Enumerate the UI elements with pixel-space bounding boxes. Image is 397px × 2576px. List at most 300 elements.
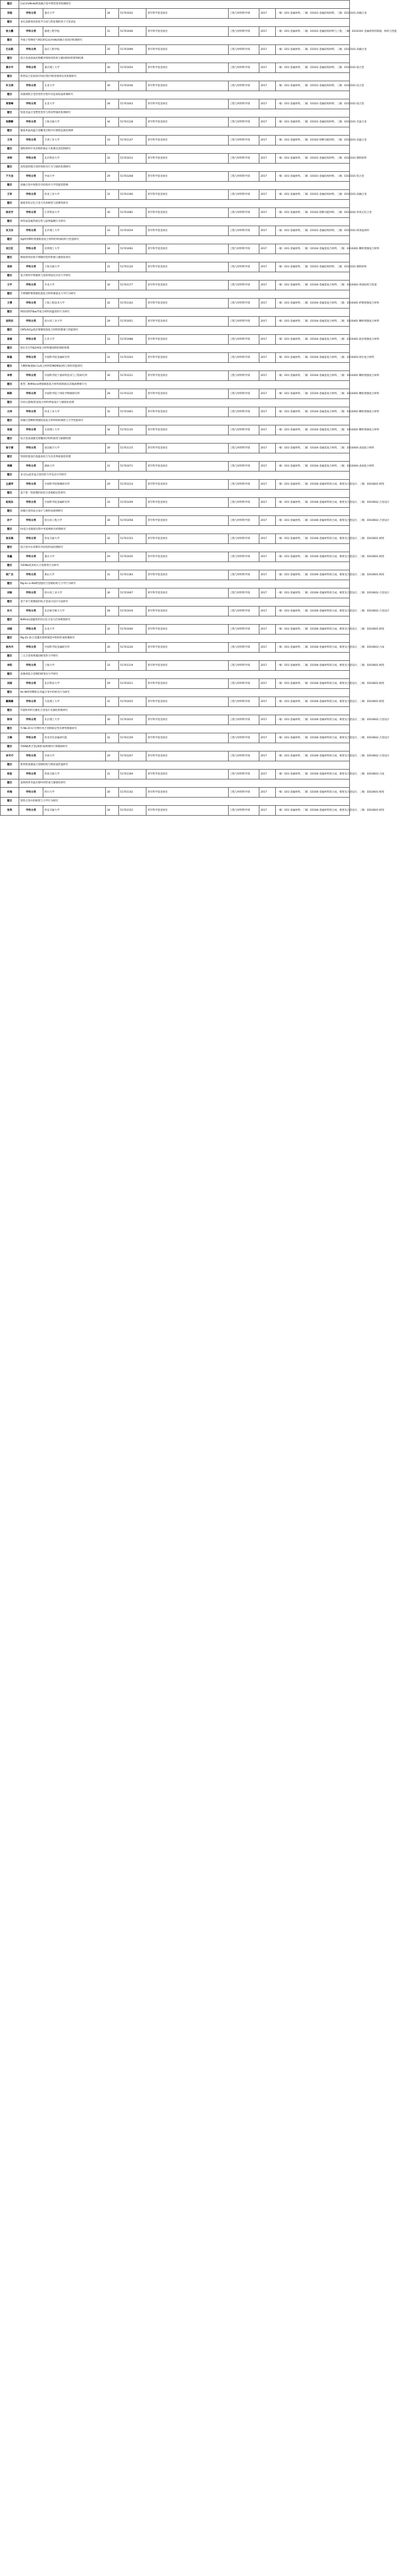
grant-year: 2017 bbox=[259, 280, 276, 290]
field-label: 学科分类 bbox=[19, 335, 43, 345]
fund-type: 青年科学基金项目 bbox=[146, 262, 229, 272]
grant-year: 2017 bbox=[259, 190, 276, 200]
fund-type: 青年科学基金项目 bbox=[146, 244, 229, 254]
classification: 一级：E01-金属材料，二级：E0101-金属结构材料与工程，三级：E010101-金属材料的制备，组织与性能 bbox=[276, 27, 350, 37]
grant-year: 2017 bbox=[259, 788, 276, 798]
project-title: 典型钛合金加热/冷却过程中相变规律及其机理研究 bbox=[19, 73, 350, 81]
institution: 中国科学院金属研究所 bbox=[43, 353, 106, 363]
grant-year: 2017 bbox=[259, 534, 276, 544]
table-row-info bbox=[1, 806, 350, 816]
table-row-title bbox=[1, 127, 350, 136]
table-row-info bbox=[1, 81, 350, 91]
department: 工程与材料科学部 bbox=[229, 751, 259, 761]
title-label: 题目 bbox=[1, 779, 19, 788]
applicant-age: 32 bbox=[106, 154, 119, 164]
fund-type: 青年科学基金项目 bbox=[146, 208, 229, 218]
applicant-name: 王梅 bbox=[1, 733, 19, 743]
project-code: 51701142 bbox=[119, 788, 146, 798]
department: 工程与材料科学部 bbox=[229, 335, 259, 345]
table-row-title bbox=[1, 580, 350, 588]
institution: 大连理工大学 bbox=[43, 697, 106, 707]
institution: 中南大学 bbox=[43, 172, 106, 182]
field-label: 学科分类 bbox=[19, 625, 43, 635]
fund-type: 青年科学基金项目 bbox=[146, 516, 229, 526]
title-label: 题目 bbox=[1, 164, 19, 172]
grant-year: 2017 bbox=[259, 425, 276, 435]
fund-type: 青年科学基金项目 bbox=[146, 154, 229, 164]
classification: 一级：E01-金属材料，二级：E0106-金属材料的合成、相变及合金设计，三级：E010603-合成 bbox=[276, 643, 350, 653]
project-code: 51701099 bbox=[119, 45, 146, 55]
department: 工程与材料科学部 bbox=[229, 788, 259, 798]
department: 工程与材料科学部 bbox=[229, 770, 259, 779]
fund-type: 青年科学基金项目 bbox=[146, 117, 229, 127]
grant-year: 2017 bbox=[259, 317, 276, 327]
institution: 江苏大学 bbox=[43, 335, 106, 345]
table-row-title bbox=[1, 399, 350, 407]
applicant-name: 孙宁 bbox=[1, 516, 19, 526]
project-code: 51701135 bbox=[119, 425, 146, 435]
fund-type: 青年科学基金项目 bbox=[146, 99, 229, 109]
title-label: 题目 bbox=[1, 761, 19, 770]
field-label: 学科分类 bbox=[19, 715, 43, 725]
field-label: 学科分类 bbox=[19, 299, 43, 308]
table-row-title bbox=[1, 363, 350, 371]
institution: 河北工业大学 bbox=[43, 407, 106, 417]
table-row-info bbox=[1, 63, 350, 73]
project-title: 高熵合金中短程有序结构对力学性能的影响 bbox=[19, 182, 350, 190]
applicant-name: 姜丽 bbox=[1, 335, 19, 345]
title-label: 题目 bbox=[1, 19, 19, 27]
grant-year: 2017 bbox=[259, 99, 276, 109]
field-label: 学科分类 bbox=[19, 226, 43, 236]
applicant-age: 30 bbox=[106, 516, 119, 526]
department: 工程与材料科学部 bbox=[229, 244, 259, 254]
department: 工程与材料科学部 bbox=[229, 117, 259, 127]
title-label: 题目 bbox=[1, 91, 19, 99]
project-title: NiMnGa基磁性形状记忆合金马氏体相变研究 bbox=[19, 616, 350, 625]
fund-type: 青年科学基金项目 bbox=[146, 643, 229, 653]
table-row-info bbox=[1, 516, 350, 526]
applicant-name: 何海 bbox=[1, 788, 19, 798]
project-code: 51701214 bbox=[119, 480, 146, 490]
table-row-title bbox=[1, 707, 350, 715]
grant-year: 2017 bbox=[259, 733, 276, 743]
project-title: 网状结构TiBw/Ti复合材料高温变形行为研究 bbox=[19, 308, 350, 317]
department: 工程与材料科学部 bbox=[229, 715, 259, 725]
table-row-info bbox=[1, 444, 350, 453]
applicant-name: 侯丹丹 bbox=[1, 643, 19, 653]
project-title: 钒铁合金中的相变与力学行为研究 bbox=[19, 798, 350, 806]
classification: 一级：E01-金属材料，二级：E0104-金属基复合材料，三级：E010401-颗粒增强复合材料 bbox=[276, 425, 350, 435]
project-code: 51701032 bbox=[119, 9, 146, 19]
table-row-title bbox=[1, 73, 350, 81]
project-title: 铜基形状记忆合金马氏体相变与超弹性研究 bbox=[19, 200, 350, 208]
applicant-name: 于天龙 bbox=[1, 172, 19, 182]
table-row-title bbox=[1, 453, 350, 462]
title-label: 题目 bbox=[1, 236, 19, 244]
institution: 昆明理工大学 bbox=[43, 244, 106, 254]
applicant-name: 刘晓 bbox=[1, 625, 19, 635]
applicant-name: 周腾 bbox=[1, 462, 19, 472]
table-body bbox=[1, 1, 397, 816]
field-label: 学科分类 bbox=[19, 136, 43, 145]
table-row-title bbox=[1, 200, 350, 208]
fund-type: 青年科学基金项目 bbox=[146, 444, 229, 453]
field-label: 学科分类 bbox=[19, 9, 43, 19]
applicant-age: 30 bbox=[106, 280, 119, 290]
applicant-age: 30 bbox=[106, 208, 119, 218]
table-row-title bbox=[1, 472, 350, 480]
fund-type: 青年科学基金项目 bbox=[146, 335, 229, 345]
institution: 西安交通大学 bbox=[43, 534, 106, 544]
field-label: 学科分类 bbox=[19, 280, 43, 290]
fund-type: 青年科学基金项目 bbox=[146, 607, 229, 616]
project-title: 新型二维MXene增强铜基复合材料的制备及其载流摩擦行为 bbox=[19, 381, 350, 389]
title-label: 题目 bbox=[1, 562, 19, 570]
applicant-age: 33 bbox=[106, 661, 119, 671]
applicant-name: 王军 bbox=[1, 190, 19, 200]
applicant-age: 32 bbox=[106, 733, 119, 743]
department: 工程与材料科学部 bbox=[229, 136, 259, 145]
applicant-age: 30 bbox=[106, 444, 119, 453]
grant-year: 2017 bbox=[259, 136, 276, 145]
department: 工程与材料科学部 bbox=[229, 371, 259, 381]
project-title: Re-Ni纳米颗粒在高温合金中的析出行为研究 bbox=[19, 689, 350, 697]
project-code: 51701210 bbox=[119, 389, 146, 399]
grant-year: 2017 bbox=[259, 697, 276, 707]
institution: 上海大学 bbox=[43, 661, 106, 671]
fund-type: 青年科学基金项目 bbox=[146, 299, 229, 308]
project-code: 51701012 bbox=[119, 154, 146, 164]
table-row-title bbox=[1, 145, 350, 154]
field-label: 学科分类 bbox=[19, 534, 43, 544]
field-label: 学科分类 bbox=[19, 63, 43, 73]
institution: 中国科学院金属研究所 bbox=[43, 498, 106, 508]
fund-type: 青年科学基金项目 bbox=[146, 172, 229, 182]
grant-table bbox=[0, 0, 397, 816]
project-title: 高强韧镁合金热变形过程中动态再结晶机制研究 bbox=[19, 91, 350, 99]
department: 工程与材料科学部 bbox=[229, 226, 259, 236]
applicant-age: 32 bbox=[106, 534, 119, 544]
department: 工程与材料科学部 bbox=[229, 154, 259, 164]
project-title: Ti-Nb-Zr-Cr生物医用合金相稳定性及弹性模量研究 bbox=[19, 725, 350, 733]
grant-year: 2017 bbox=[259, 63, 276, 73]
title-label: 题目 bbox=[1, 55, 19, 63]
applicant-age: 31 bbox=[106, 770, 119, 779]
project-code: 51701046 bbox=[119, 27, 146, 37]
department: 工程与材料科学部 bbox=[229, 806, 259, 816]
grant-year: 2017 bbox=[259, 462, 276, 472]
fund-type: 青年科学基金项目 bbox=[146, 661, 229, 671]
department: 工程与材料科学部 bbox=[229, 425, 259, 435]
field-label: 学科分类 bbox=[19, 570, 43, 580]
field-label: 学科分类 bbox=[19, 172, 43, 182]
table-row-info bbox=[1, 172, 350, 182]
table-row-title bbox=[1, 236, 350, 244]
fund-type: 青年科学基金项目 bbox=[146, 317, 229, 327]
project-title: 铁铬铝基涂层高温氧化行为及其界面演化机理 bbox=[19, 453, 350, 462]
field-label: 学科分类 bbox=[19, 643, 43, 653]
classification: 一级：E01-金属材料，二级：E0106-金属材料的合成、相变及合金设计，三级：E010603-合成 bbox=[276, 770, 350, 779]
table-row-title bbox=[1, 272, 350, 280]
applicant-age: 30 bbox=[106, 588, 119, 598]
fund-type: 青年科学基金项目 bbox=[146, 570, 229, 580]
fund-type: 青年科学基金项目 bbox=[146, 788, 229, 798]
department: 工程与材料科学部 bbox=[229, 697, 259, 707]
table-row-info bbox=[1, 226, 350, 236]
field-label: 学科分类 bbox=[19, 552, 43, 562]
project-title: 梯度纳米结构不锈钢的变形机理与强韧化研究 bbox=[19, 254, 350, 262]
project-code: 51701035 bbox=[119, 552, 146, 562]
field-label: 学科分类 bbox=[19, 788, 43, 798]
applicant-age: 35 bbox=[106, 45, 119, 55]
project-code: 51701043 bbox=[119, 99, 146, 109]
institution: 福建工程学院 bbox=[43, 27, 106, 37]
applicant-age: 29 bbox=[106, 679, 119, 689]
grant-year: 2017 bbox=[259, 226, 276, 236]
classification: 一级：E01-金属材料，二级：E0104-金属基复合材料，三级：E010401-颗粒增强复合材料 bbox=[276, 244, 350, 254]
table-row-title bbox=[1, 381, 350, 389]
classification: 一级：E01-金属材料，二级：E0104-金属基复合材料，三级：E010404-表面复合材料 bbox=[276, 444, 350, 453]
table-row-title bbox=[1, 544, 350, 552]
applicant-age: 33 bbox=[106, 136, 119, 145]
applicant-age: 29 bbox=[106, 480, 119, 490]
applicant-age: 31 bbox=[106, 697, 119, 707]
field-label: 学科分类 bbox=[19, 262, 43, 272]
classification: 一级：E01-金属材料，二级：E0101-金属结构材料，三级：E010101-镁合金 bbox=[276, 99, 350, 109]
applicant-age: 34 bbox=[106, 9, 119, 19]
fund-type: 青年科学基金项目 bbox=[146, 27, 229, 37]
project-title: 镁合金表面氧化物膜对熔体纯净度与凝固组织的影响机理 bbox=[19, 55, 350, 63]
page-footer bbox=[0, 816, 349, 818]
title-label: 题目 bbox=[1, 472, 19, 480]
applicant-name: 杨宏宇 bbox=[1, 208, 19, 218]
classification: 一级：E01-金属材料，二级：E0101-金属结构材料，三级：E010101-非晶合金 bbox=[276, 117, 350, 127]
table-row-title bbox=[1, 598, 350, 607]
fund-type: 青年科学基金项目 bbox=[146, 552, 229, 562]
title-label: 题目 bbox=[1, 544, 19, 552]
field-label: 学科分类 bbox=[19, 425, 43, 435]
table-row-info bbox=[1, 552, 350, 562]
table-row-info bbox=[1, 262, 350, 272]
project-title: 原位自生TiB2/Al复合材料凝固组织调控机理 bbox=[19, 345, 350, 353]
table-row-info bbox=[1, 661, 350, 671]
table-row-info bbox=[1, 244, 350, 254]
project-code: 51701058 bbox=[119, 516, 146, 526]
grant-year: 2017 bbox=[259, 806, 276, 816]
table-row-title bbox=[1, 743, 350, 751]
institution: 哈尔滨工程大学 bbox=[43, 516, 106, 526]
grant-year: 2017 bbox=[259, 444, 276, 453]
department: 工程与材料科学部 bbox=[229, 679, 259, 689]
title-label: 题目 bbox=[1, 616, 19, 625]
grant-year: 2017 bbox=[259, 407, 276, 417]
project-title: 多孔前驱体化软化学合成与热处理的原子尺度表征 bbox=[19, 19, 350, 27]
project-code: 51701221 bbox=[119, 371, 146, 381]
fund-type: 青年科学基金项目 bbox=[146, 9, 229, 19]
project-title: 钢铁材料中夹杂物形核长大机制及其控制研究 bbox=[19, 145, 350, 154]
department: 工程与材料科学部 bbox=[229, 317, 259, 327]
project-title: 镁合金中长周期有序结构形成机理研究 bbox=[19, 544, 350, 552]
table-row-title bbox=[1, 218, 350, 226]
project-code: 51701153 bbox=[119, 534, 146, 544]
classification: 一级：E01-金属材料，二级：E0101-金属结构材料，三级：E010101-镁合金 bbox=[276, 63, 350, 73]
applicant-age: 33 bbox=[106, 226, 119, 236]
applicant-age: 33 bbox=[106, 498, 119, 508]
institution: 重庆大学 bbox=[43, 9, 106, 19]
institution: 东北大学 bbox=[43, 625, 106, 635]
institution: 天津工业大学 bbox=[43, 136, 106, 145]
classification: 一级：E01-金属材料，二级：E0101-金属结构材料，三级：E010101-铝合金 bbox=[276, 172, 350, 182]
field-label: 学科分类 bbox=[19, 99, 43, 109]
project-title: Mg-Zn-Zr合金激光增材制造中组织形成机制研究 bbox=[19, 635, 350, 643]
classification: 一级：E01-金属材料，二级：E0106-金属材料的合成、相变及合金设计，三级：E010602-合金设计 bbox=[276, 498, 350, 508]
grant-year: 2017 bbox=[259, 208, 276, 218]
project-title: 钛合金表面激光熔覆涂层组织演变与耐磨机理 bbox=[19, 435, 350, 444]
department: 工程与材料科学部 bbox=[229, 516, 259, 526]
department: 工程与材料科学部 bbox=[229, 625, 259, 635]
table-row-info bbox=[1, 534, 350, 544]
project-code: 51701088 bbox=[119, 335, 146, 345]
project-code: 51701159 bbox=[119, 733, 146, 743]
applicant-age: 29 bbox=[106, 317, 119, 327]
grant-year: 2017 bbox=[259, 516, 276, 526]
project-code: 51701183 bbox=[119, 570, 146, 580]
project-title: 高性能铝锂合金时效析出行为与强化机理研究 bbox=[19, 164, 350, 172]
project-code: 51701209 bbox=[119, 498, 146, 508]
institution: 北京科技大学 bbox=[43, 679, 106, 689]
grant-year: 2017 bbox=[259, 335, 276, 345]
table-row-title bbox=[1, 55, 350, 63]
table-row-info bbox=[1, 607, 350, 616]
table-row-info bbox=[1, 280, 350, 290]
project-code: 51701128 bbox=[119, 117, 146, 127]
classification: 一级：E01-金属材料，二级：E0106-金属材料的合成、相变及合金设计，三级：E010601-相变 bbox=[276, 661, 350, 671]
table-row-info bbox=[1, 117, 350, 127]
classification: 一级：E01-金属材料，二级：E0104-金属基复合材料，三级：E010401-颗粒增强复合材料 bbox=[276, 317, 350, 327]
applicant-age: 33 bbox=[106, 335, 119, 345]
table-row-info bbox=[1, 643, 350, 653]
field-label: 学科分类 bbox=[19, 770, 43, 779]
title-label: 题目 bbox=[1, 598, 19, 607]
project-title: CoCrFeMnNi系高熵合金中塑性变形机制研究 bbox=[19, 1, 350, 9]
title-label: 题目 bbox=[1, 290, 19, 299]
title-label: 题目 bbox=[1, 490, 19, 498]
project-title: 基于多尺度模拟的钛合金成分设计方法研究 bbox=[19, 598, 350, 607]
applicant-name: 杨思 bbox=[1, 770, 19, 779]
table-row-title bbox=[1, 254, 350, 262]
project-title: 大颗粒Ni基Ni-Cu复合材料的MEMS结构与组织性能研究 bbox=[19, 363, 350, 371]
project-title: 高熵合金的成分设计与相形成规律研究 bbox=[19, 508, 350, 516]
fund-type: 青年科学基金项目 bbox=[146, 371, 229, 381]
institution: 上海工程技术大学 bbox=[43, 299, 106, 308]
project-code: 51701082 bbox=[119, 208, 146, 218]
applicant-name: 王博 bbox=[1, 299, 19, 308]
classification: 一级：E01-金属材料，二级：E0104-金属基复合材料，三级：E010401-颗粒增强复合材料 bbox=[276, 407, 350, 417]
department: 工程与材料科学部 bbox=[229, 81, 259, 91]
table-row-info bbox=[1, 335, 350, 345]
project-code: 51701166 bbox=[119, 190, 146, 200]
grant-year: 2017 bbox=[259, 570, 276, 580]
grant-year: 2017 bbox=[259, 679, 276, 689]
grant-year: 2017 bbox=[259, 117, 276, 127]
field-label: 学科分类 bbox=[19, 607, 43, 616]
fund-type: 青年科学基金项目 bbox=[146, 679, 229, 689]
table-row-title bbox=[1, 182, 350, 190]
field-label: 学科分类 bbox=[19, 190, 43, 200]
project-code: 51701169 bbox=[119, 770, 146, 779]
project-title: Ti基纳米析出强化合金设计及强化机理研究 bbox=[19, 707, 350, 715]
institution: 哈尔滨工业大学 bbox=[43, 317, 106, 327]
applicant-age: 32 bbox=[106, 407, 119, 417]
applicant-name: 吴晓 bbox=[1, 679, 19, 689]
title-label: 题目 bbox=[1, 743, 19, 751]
classification: 一级：E01-金属材料，二级：E0104-金属基复合材料，三级：E010401-混杂增强复合材料 bbox=[276, 335, 350, 345]
field-label: 学科分类 bbox=[19, 353, 43, 363]
applicant-age: 34 bbox=[106, 244, 119, 254]
classification: 一级：E01-金属材料，二级：E0104-金属基复合材料，三级：E010403-原位复合材料 bbox=[276, 353, 350, 363]
classification: 一级：E01-金属材料，二级：E0106-金属材料的合成、相变及合金设计，三级：E010602-合金设计 bbox=[276, 588, 350, 598]
institution: 东北大学 bbox=[43, 81, 106, 91]
classification: 一级：E01-金属材料，二级：E0102-特种功能材料，三级：E010201-高温合金 bbox=[276, 136, 350, 145]
title-label: 题目 bbox=[1, 308, 19, 317]
department: 工程与材料科学部 bbox=[229, 45, 259, 55]
table-row-info bbox=[1, 588, 350, 598]
table-row-info bbox=[1, 136, 350, 145]
project-code: 51701119 bbox=[119, 661, 146, 671]
applicant-age: 32 bbox=[106, 299, 119, 308]
classification: 一级：E01-金属材料，二级：E0101-金属结构材料，三级：E010101-高熵合金 bbox=[276, 9, 350, 19]
table-row-info bbox=[1, 480, 350, 490]
field-label: 学科分类 bbox=[19, 444, 43, 453]
fund-type: 青年科学基金项目 bbox=[146, 498, 229, 508]
applicant-name: 周雪峰 bbox=[1, 99, 19, 109]
classification: 一级：E01-金属材料，二级：E0104-金属基复合材料，三级：E010404-表面复合材料 bbox=[276, 462, 350, 472]
grant-year: 2017 bbox=[259, 770, 276, 779]
title-label: 题目 bbox=[1, 218, 19, 226]
grant-year: 2017 bbox=[259, 9, 276, 19]
field-label: 学科分类 bbox=[19, 697, 43, 707]
fund-type: 青年科学基金项目 bbox=[146, 407, 229, 417]
fund-type: 青年科学基金项目 bbox=[146, 389, 229, 399]
classification: 一级：E01-金属材料，二级：E0106-金属材料的合成、相变及合金设计，三级：E010602-合金设计 bbox=[276, 607, 350, 616]
table-row-title bbox=[1, 37, 350, 45]
classification: 一级：E01-金属材料，二级：E0102-特种功能材料，三级：E010202-形状记忆合金 bbox=[276, 208, 350, 218]
grant-year: 2017 bbox=[259, 299, 276, 308]
grant-year: 2017 bbox=[259, 262, 276, 272]
applicant-name: 张大鹏 bbox=[1, 27, 19, 37]
project-code: 51701036 bbox=[119, 81, 146, 91]
department: 工程与材料科学部 bbox=[229, 570, 259, 580]
field-label: 学科分类 bbox=[19, 317, 43, 327]
department: 工程与材料科学部 bbox=[229, 190, 259, 200]
title-label: 题目 bbox=[1, 37, 19, 45]
field-label: 学科分类 bbox=[19, 208, 43, 218]
project-code: 51701010 bbox=[119, 715, 146, 725]
field-label: 学科分类 bbox=[19, 806, 43, 816]
classification: 一级：E01-金属材料，二级：E0106-金属材料的合成、相变及合金设计，三级：E010601-相变 bbox=[276, 570, 350, 580]
applicant-age: 30 bbox=[106, 788, 119, 798]
applicant-age: 31 bbox=[106, 353, 119, 363]
table-row-title bbox=[1, 725, 350, 733]
field-label: 学科分类 bbox=[19, 154, 43, 164]
applicant-name: 左淑华 bbox=[1, 480, 19, 490]
table-row-title bbox=[1, 616, 350, 625]
fund-type: 青年科学基金项目 bbox=[146, 45, 229, 55]
classification: 一级：E01-金属材料，二级：E0106-金属材料的合成、相变及合金设计，三级：E010602-合金设计 bbox=[276, 733, 350, 743]
table-row-title bbox=[1, 526, 350, 534]
grant-year: 2017 bbox=[259, 81, 276, 91]
